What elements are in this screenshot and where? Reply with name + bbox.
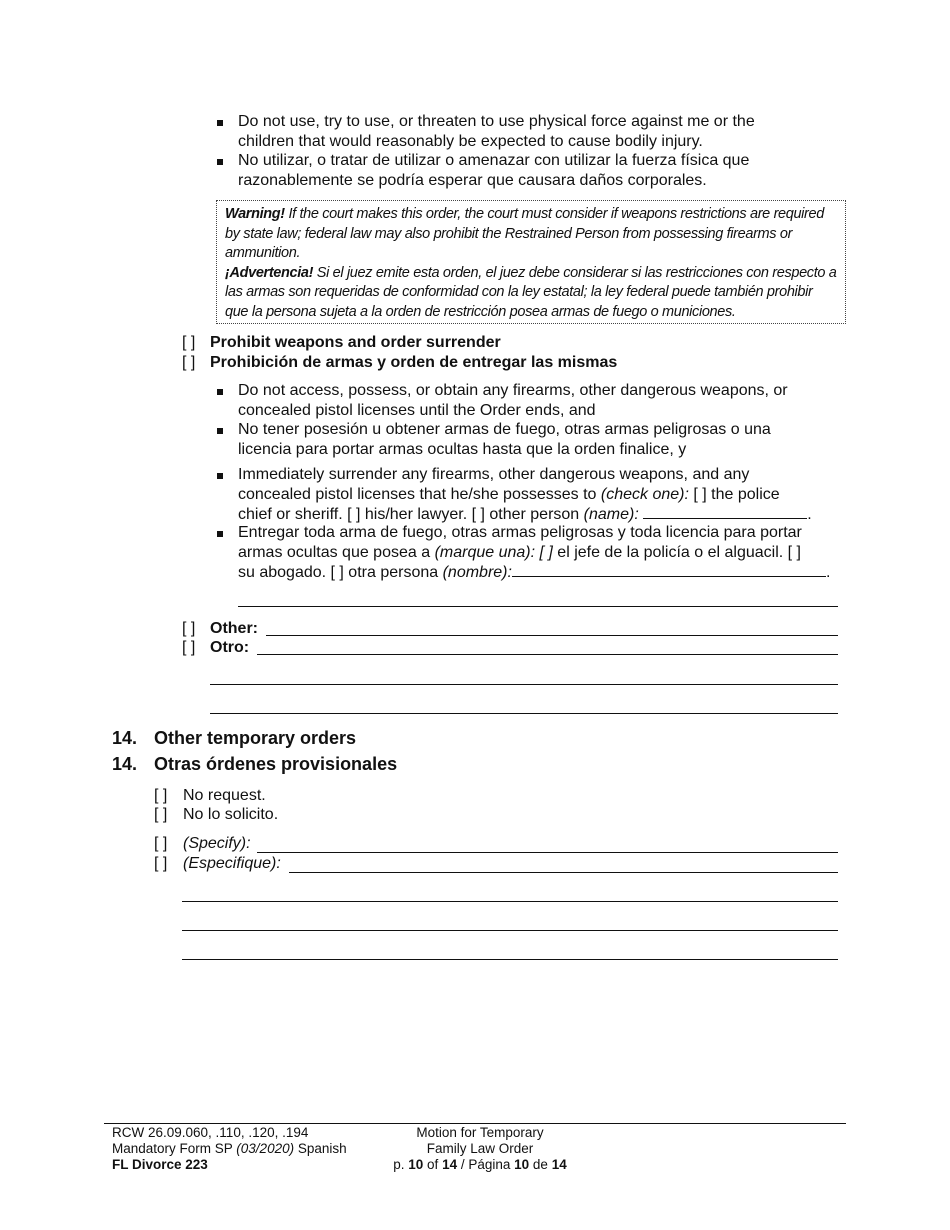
warning-en (225, 205, 837, 264)
footer-divider (104, 1123, 846, 1124)
warning-en-text: If the court makes this order, the court must consider if weapons restrictions are required by state law; federal law may also prohibit the Restrained Person from possessing firearms or ammunition. (225, 206, 824, 262)
specify-line-2[interactable] (182, 901, 838, 902)
specify-line-4[interactable] (182, 959, 838, 960)
page-of: of (423, 1157, 443, 1172)
period: . (825, 564, 831, 581)
footer-form-label: Mandatory Form SP (112, 1141, 237, 1156)
other-checkbox-es[interactable]: [ ] (182, 639, 196, 656)
surrender-es-line-1: Entregar toda arma de fuego, otras armas peligrosas y toda licencia para portar (238, 524, 802, 541)
warning-es-label: ¡Advertencia! (225, 264, 314, 281)
physical-force-es (238, 151, 749, 190)
warning-en-label: Warning! (225, 206, 285, 222)
warning-es (225, 264, 837, 323)
weapons-warning-box (216, 200, 846, 324)
police-chief-option[interactable]: [ ] the police (688, 485, 780, 503)
other-person-name-field-es[interactable] (512, 562, 826, 577)
physical-force-en-line-1: Do not use, try to use, or threaten to use physical force against me or the (238, 113, 755, 130)
footer-left (112, 1125, 347, 1173)
footer-page-number (380, 1157, 580, 1173)
footer-form-date: (03/2020) (236, 1141, 295, 1156)
period: . (807, 506, 812, 523)
specify-field-en[interactable] (257, 852, 838, 853)
other-line-3[interactable] (210, 713, 838, 714)
other-checkbox-en[interactable]: [ ] (182, 620, 196, 637)
warning-es-text: Si el juez emite esta orden, el juez debe considerar si las restricciones con respecto a las armas son requeridas de conformidad con la ley estatal; la ley federal puede también prohibir que la persona sujeta a la orden de restricción posea armas de fuego o municiones. (225, 264, 837, 320)
physical-force-en-line-2: children that would reasonably be expected to cause bodily injury. (238, 132, 703, 150)
specify-label-en: (Specify): (183, 835, 251, 852)
surrender-en-options[interactable]: chief or sheriff. [ ] his/her lawyer. [ ] other person (238, 506, 584, 523)
specify-label-es: (Especifique): (183, 855, 281, 872)
continuation-line[interactable] (238, 606, 838, 607)
weapons-access-en (238, 381, 788, 420)
other-person-name-field-en[interactable] (643, 504, 807, 519)
footer-title-2: Family Law Order (426, 1141, 534, 1156)
bullet-square (217, 118, 223, 128)
footer-form-id: FL Divorce 223 (112, 1157, 208, 1172)
other-line-2[interactable] (210, 684, 838, 685)
surrender-es-line-3 (238, 562, 858, 583)
no-request-checkbox-en[interactable]: [ ] (154, 787, 168, 804)
physical-force-es-line-2: razonablemente se podría esperar que causara daños corporales. (238, 171, 707, 189)
no-request-en: No request. (183, 787, 266, 804)
other-label-en: Other: (210, 620, 258, 637)
physical-force-en (238, 112, 755, 151)
weapons-title-en: Prohibit weapons and order surrender (210, 334, 501, 351)
specify-line-3[interactable] (182, 930, 838, 931)
other-field-es[interactable] (257, 654, 838, 655)
section-title-es: Otras órdenes provisionales (154, 754, 398, 774)
check-one-hint: (check one): (600, 485, 689, 503)
weapons-checkbox-es[interactable]: [ ] (182, 354, 196, 371)
page-de: de (529, 1157, 552, 1172)
footer-rcw: RCW 26.09.060, .110, .120, .194 (112, 1125, 309, 1140)
other-field-en[interactable] (266, 635, 838, 636)
surrender-en-line-2 (238, 485, 848, 505)
bullet-square (217, 471, 223, 481)
bullet-square (217, 426, 223, 436)
jefe-policia-option[interactable]: el jefe de la policía o el alguacil. [ ] (552, 543, 801, 561)
bullet-square (217, 387, 223, 397)
section-title-en: Other temporary orders (154, 728, 357, 748)
weapons-access-es (238, 420, 771, 459)
marque-una-hint: (marque una): [ ] (434, 543, 553, 561)
page-separator: / Página (457, 1157, 515, 1172)
surrender-en-text: concealed pistol licenses that he/she possesses to (238, 485, 601, 503)
section-number-en: 14. (112, 728, 138, 748)
bullet-square (217, 157, 223, 167)
weapons-access-en-line-2: concealed pistol licenses until the Order ends, and (238, 401, 596, 419)
specify-checkbox-en[interactable]: [ ] (154, 835, 168, 852)
no-request-checkbox-es[interactable]: [ ] (154, 806, 168, 823)
footer-center (380, 1125, 580, 1173)
page-prefix: p. (393, 1157, 409, 1172)
weapons-access-es-line-1: No tener posesión u obtener armas de fuego, otras armas peligrosas o una (238, 421, 771, 438)
specify-field-es[interactable] (289, 872, 838, 873)
physical-force-es-line-1: No utilizar, o tratar de utilizar o amenazar con utilizar la fuerza física que (238, 152, 750, 169)
no-request-es: No lo solicito. (183, 806, 279, 823)
surrender-en-line-1: Immediately surrender any firearms, other dangerous weapons, and any (238, 466, 750, 483)
page-total-es: 14 (551, 1157, 567, 1172)
weapons-surrender-es (238, 523, 858, 583)
weapons-checkbox-en[interactable]: [ ] (182, 334, 196, 351)
footer-form (112, 1141, 347, 1157)
name-hint: (name): (583, 506, 639, 523)
surrender-es-options[interactable]: su abogado. [ ] otra persona (238, 564, 443, 581)
weapons-surrender-en (238, 465, 848, 525)
page-current-es: 10 (514, 1157, 530, 1172)
specify-checkbox-es[interactable]: [ ] (154, 855, 168, 872)
footer-form-language: Spanish (294, 1141, 347, 1156)
surrender-es-text: armas ocultas que posea a (238, 543, 435, 561)
bullet-square (217, 529, 223, 539)
weapons-access-en-line-1: Do not access, possess, or obtain any firearms, other dangerous weapons, or (238, 382, 788, 399)
page-current: 10 (408, 1157, 424, 1172)
other-label-es: Otro: (210, 639, 250, 656)
section-number-es: 14. (112, 754, 138, 774)
footer-title-1: Motion for Temporary (416, 1125, 544, 1140)
weapons-title-es: Prohibición de armas y orden de entregar las mismas (210, 354, 618, 371)
surrender-es-line-2 (238, 543, 858, 563)
surrender-en-line-3 (238, 504, 848, 525)
weapons-access-es-line-2: licencia para portar armas ocultas hasta que la orden finalice, y (238, 440, 687, 458)
nombre-hint: (nombre): (442, 564, 512, 581)
page-total: 14 (442, 1157, 458, 1172)
